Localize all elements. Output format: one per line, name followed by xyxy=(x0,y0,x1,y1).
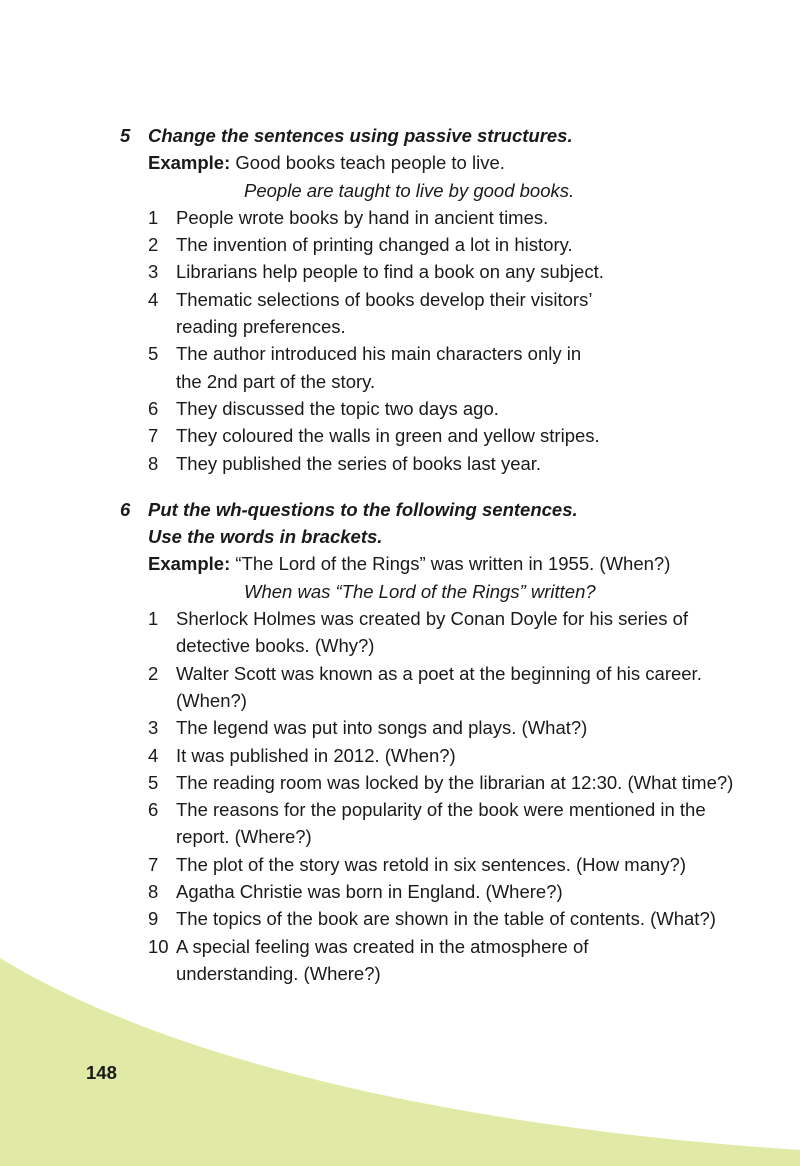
list-item xyxy=(148,422,760,449)
exercise-6 xyxy=(120,496,760,987)
item-text: The reading room was locked by the librarian at 12:30. (What time?) xyxy=(176,771,734,793)
list-item xyxy=(148,395,760,422)
list-item xyxy=(148,660,760,715)
item-text: The author introduced his main characters only in the 2nd part of the story. xyxy=(176,343,582,392)
exercise-body xyxy=(148,496,760,987)
item-number: 7 xyxy=(148,853,159,875)
exercise-number: 5 xyxy=(120,125,131,146)
item-number: 5 xyxy=(148,343,159,365)
exercise-instruction: Change the sentences using passive structures. xyxy=(148,125,573,146)
list-item xyxy=(148,769,760,796)
item-text: They coloured the walls in green and yellow stripes. xyxy=(176,425,600,447)
item-number: 2 xyxy=(148,234,159,256)
item-number: 9 xyxy=(148,908,159,930)
item-text: Agatha Christie was born in England. (Where?) xyxy=(176,881,563,903)
list-item xyxy=(148,905,760,932)
example-label: Example: xyxy=(148,553,231,575)
list-item xyxy=(148,450,760,477)
item-text: Thematic selections of books develop their visitors’ reading preferences. xyxy=(176,288,592,338)
item-text: People wrote books by hand in ancient times. xyxy=(176,206,549,228)
list-item xyxy=(148,204,760,231)
example-line xyxy=(148,550,760,577)
item-text: A special feeling was created in the atmosphere of understanding. (Where?) xyxy=(176,935,589,984)
example-answer: When was “The Lord of the Rings” written? xyxy=(244,580,596,602)
page-number: 148 xyxy=(86,1062,117,1083)
item-text: They published the series of books last year. xyxy=(176,452,542,474)
item-text: The legend was put into songs and plays. (What?) xyxy=(176,717,588,739)
exercise-items xyxy=(148,605,760,987)
item-text: The reasons for the popularity of the book were mentioned in the report. (Where?) xyxy=(176,799,706,848)
item-text: The invention of printing changed a lot in history. xyxy=(176,234,573,256)
item-number: 8 xyxy=(148,881,159,903)
item-number: 5 xyxy=(148,771,159,793)
item-number: 6 xyxy=(148,799,159,821)
list-item xyxy=(148,878,760,905)
item-text: The topics of the book are shown in the table of contents. (What?) xyxy=(176,908,716,930)
list-item xyxy=(148,742,760,769)
exercise-number: 6 xyxy=(120,498,131,520)
list-item xyxy=(148,340,760,395)
item-text: It was published in 2012. (When?) xyxy=(176,744,456,766)
exercise-body xyxy=(148,122,760,477)
list-item xyxy=(148,231,760,258)
item-number: 4 xyxy=(148,288,159,310)
list-item xyxy=(148,933,760,988)
page-content xyxy=(120,122,760,987)
item-text: Librarians help people to find a book on any subject. xyxy=(176,261,604,283)
item-text: They discussed the topic two days ago. xyxy=(176,397,499,419)
item-text: Sherlock Holmes was created by Conan Doyle for his series of detective books. (Why?) xyxy=(176,608,689,657)
item-number: 10 xyxy=(148,935,169,957)
item-text: The plot of the story was retold in six sentences. (How many?) xyxy=(176,853,686,875)
item-number: 3 xyxy=(148,717,159,739)
item-number: 7 xyxy=(148,425,159,447)
exercise-instruction-line-1: Put the wh-questions to the following sentences. xyxy=(148,498,578,520)
item-number: 3 xyxy=(148,261,159,283)
exercise-5 xyxy=(120,122,760,477)
item-number: 6 xyxy=(148,397,159,419)
list-item xyxy=(148,851,760,878)
example-text: “The Lord of the Rings” was written in 1955. (When?) xyxy=(235,553,671,575)
green-curve-shape xyxy=(0,958,800,1166)
exercise-items xyxy=(148,204,760,477)
list-item xyxy=(148,258,760,285)
example-answer: People are taught to live by good books. xyxy=(244,179,575,201)
item-number: 1 xyxy=(148,608,159,630)
example-label: Example: xyxy=(148,152,231,174)
list-item xyxy=(148,286,760,341)
list-item xyxy=(148,605,760,660)
item-number: 4 xyxy=(148,744,159,766)
item-number: 8 xyxy=(148,452,159,474)
item-number: 2 xyxy=(148,662,159,684)
item-text: Walter Scott was known as a poet at the beginning of his career. (When?) xyxy=(176,662,702,711)
example-text: Good books teach people to live. xyxy=(235,152,505,174)
item-number: 1 xyxy=(148,206,159,228)
exercise-instruction-line-2: Use the words in brackets. xyxy=(148,526,383,548)
list-item xyxy=(148,796,760,851)
list-item xyxy=(148,714,760,741)
example-line xyxy=(148,149,760,176)
